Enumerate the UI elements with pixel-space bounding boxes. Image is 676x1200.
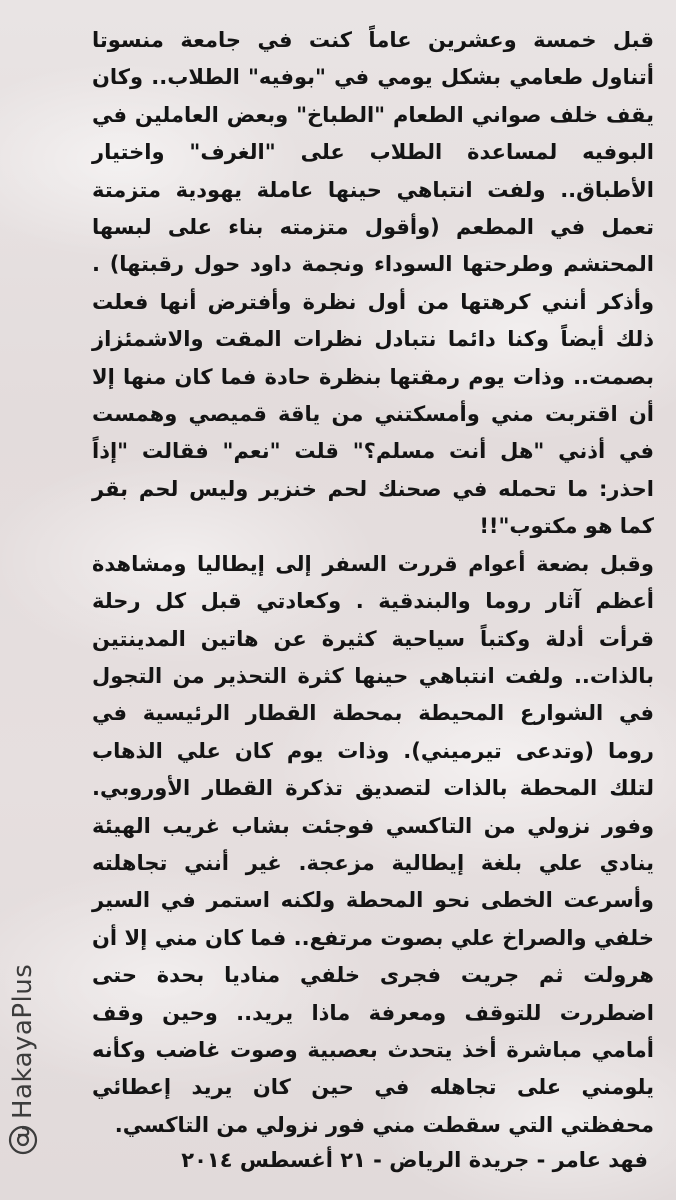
watermark <box>8 964 38 1155</box>
author-signature: فهد عامر - جريدة الرياض - ٢١ أغسطس ٢٠١٤ <box>181 1148 648 1172</box>
article-paragraph: قبل خمسة وعشرين عاماً كنت في جامعة منسوتا أتناول طعامي بشكل يومي في "بوفيه" الطلاب.. وكان يقف خلف صواني الطعام "الطباخ" وبعض العاملين في البوفيه لمساعدة الطلاب على "الغرف" واختيار الأطباق.. ولفت انتباهي حينها عاملة يهودية متزمتة تعمل في المطعم (وأقول متزمته بناء على لبسها المحتشم وطرحتها السوداء ونجمة داود حول رقبتها) . وأذكر أنني كرهتها من أول نظرة وأفترض أنها فعلت ذلك أيضاً وكنا دائما نتبادل نظرات المقت والاشمئزاز بصمت.. وذات يوم رمقتها بنظرة حادة فما كان منها إلا أن اقتربت مني وأمسكتني من ياقة قميصي وهمست في أذني "هل أنت مسلم؟" قلت "نعم" فقالت "إذاً احذر: ما تحمله في صحنك لحم خنزير وليس لحم بقر كما هو مكتوب"!! <box>92 28 654 539</box>
article-paragraph: وقبل بضعة أعوام قررت السفر إلى إيطاليا ومشاهدة أعظم آثار روما والبندقية . وكعادتي قبل كل رحلة قرأت أدلة وكتباً سياحية كثيرة عن هاتين المدينتين بالذات.. ولفت انتباهي حينها كثرة التحذير من التجول في الشوارع المحيطة بمحطة القطار الرئيسية في روما (وتدعى تيرميني). وذات يوم كان علي الذهاب لتلك المحطة بالذات لتصديق تذكرة القطار الأوروبي. وفور نزولي من التاكسي فوجئت بشاب غريب الهيئة ينادي علي بلغة إيطالية مزعجة. غير أنني تجاهلته وأسرعت الخطى نحو المحطة ولكنه استمر في السير خلفي والصراخ علي بصوت مرتفع.. فما كان مني إلا أن هرولت ثم جريت فجرى خلفي مناديا بحدة حتى اضطررت للتوقف ومعرفة ماذا يريد.. وحين وقف أمامي مباشرة أخذ يتحدث بعصبية وصوت غاضب وكأنه يلومني على تجاهله في حين كان يريد إعطائي محفظتي التي سقطت مني فور نزولي من التاكسي. <box>92 551 654 1137</box>
watermark-handle: HakayaPlus <box>8 963 38 1119</box>
article-body <box>92 22 654 1144</box>
at-sign-icon <box>8 1125 38 1155</box>
